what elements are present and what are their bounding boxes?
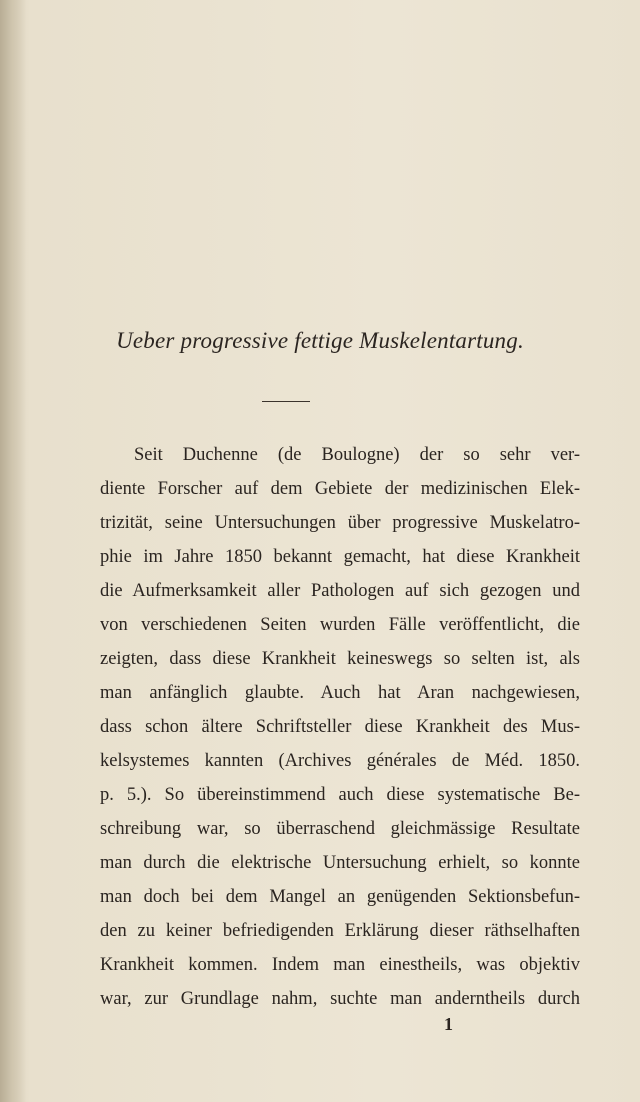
page-title: Ueber progressive fettige Muskelentartung. xyxy=(116,328,524,353)
text-line: Krankheit kommen. Indem man einestheils, was objektiv xyxy=(100,955,580,975)
text-line: kelsystemes kannten (Archives générales de Méd. 1850. xyxy=(100,751,580,771)
text-line: man doch bei dem Mangel an genügenden Sektionsbefun- xyxy=(100,887,580,907)
page-number: 1 xyxy=(444,1014,453,1034)
text-line: den zu keiner befriedigenden Erklärung dieser räthselhaften xyxy=(100,921,580,941)
text-line: dass schon ältere Schriftsteller diese Krankheit des Mus- xyxy=(100,717,580,737)
text-line: Seit Duchenne (de Boulogne) der so sehr ver- xyxy=(134,445,580,465)
text-line: trizität, seine Untersuchungen über progressive Muskelatro- xyxy=(100,513,580,533)
binding-edge xyxy=(0,0,26,1102)
text-line: p. 5.). So übereinstimmend auch diese systematische Be- xyxy=(100,785,580,805)
title-rule xyxy=(262,401,310,402)
text-line: war, zur Grundlage nahm, suchte man anderntheils durch xyxy=(100,989,580,1009)
text-line: schreibung war, so überraschend gleichmässige Resultate xyxy=(100,819,580,839)
body-paragraph xyxy=(100,438,580,1016)
text-line: man durch die elektrische Untersuchung erhielt, so konnte xyxy=(100,853,580,873)
text-line: zeigten, dass diese Krankheit keineswegs so selten ist, als xyxy=(100,649,580,669)
text-line: diente Forscher auf dem Gebiete der medizinischen Elek- xyxy=(100,479,580,499)
text-line: von verschiedenen Seiten wurden Fälle veröffentlicht, die xyxy=(100,615,580,635)
text-line: man anfänglich glaubte. Auch hat Aran nachgewiesen, xyxy=(100,683,580,703)
text-line: die Aufmerksamkeit aller Pathologen auf sich gezogen und xyxy=(100,581,580,601)
text-line: phie im Jahre 1850 bekannt gemacht, hat diese Krankheit xyxy=(100,547,580,567)
